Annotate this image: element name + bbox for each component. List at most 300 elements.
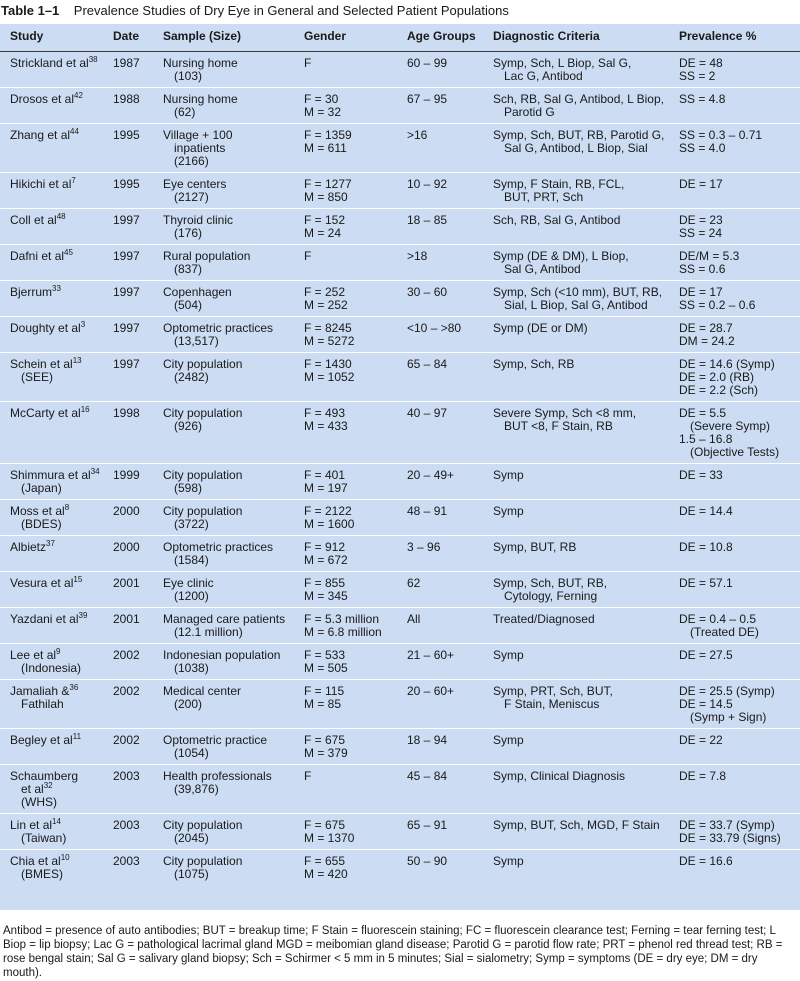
date-cell: 2002 [113, 733, 140, 747]
criteria-line: Symp (DE & DM), L Biop, [493, 249, 629, 263]
gender-line: F = 855 [304, 576, 346, 590]
sample-line: Health professionals [163, 769, 272, 783]
prevalence-line: DE = 5.5 [679, 406, 727, 420]
prevalence-line: SS = 24 [679, 226, 723, 240]
reference-superscript: 32 [43, 781, 53, 790]
prevalence-cell [679, 124, 800, 173]
criteria-line: Sal G, Antibod, L Biop, Sial [504, 141, 648, 155]
criteria-line: Symp, Sch, BUT, RB, Parotid G, [493, 128, 665, 142]
sample-line: (2127) [174, 190, 209, 204]
prevalence-line: (Treated DE) [690, 625, 759, 639]
prevalence-line: SS = 0.6 [679, 262, 726, 276]
prevalence-line: DE = 2.0 (RB) [679, 370, 755, 384]
criteria-cell [493, 52, 679, 88]
gender-line: F = 675 [304, 733, 346, 747]
reference-superscript: 42 [74, 91, 83, 100]
criteria-line: Symp, PRT, Sch, BUT, [493, 684, 613, 698]
prevalence-line: DE = 10.8 [679, 540, 733, 554]
sample-line: (2482) [174, 370, 209, 384]
date-cell: 1987 [113, 56, 140, 70]
sample-line: Managed care patients [163, 612, 286, 626]
prevalence-line: DE = 16.6 [679, 854, 733, 868]
prevalence-table [0, 24, 800, 885]
study-cell [0, 173, 113, 209]
table-row [0, 729, 800, 765]
gender-line: M = 197 [304, 481, 348, 495]
sample-line: (504) [174, 298, 203, 312]
reference-superscript: 13 [72, 356, 82, 365]
sample-line: (1075) [174, 867, 209, 881]
prevalence-line: DE = 57.1 [679, 576, 733, 590]
table-row [0, 88, 800, 124]
gender-line: F [304, 769, 312, 783]
sample-line: (1054) [174, 746, 209, 760]
study-line: (SEE) [21, 370, 54, 384]
header-gender: Gender [304, 24, 407, 52]
header-age-groups: Age Groups [407, 24, 493, 52]
reference-superscript: 44 [70, 127, 79, 136]
prevalence-cell [679, 353, 800, 402]
prevalence-cell [679, 500, 800, 536]
criteria-cell [493, 464, 679, 500]
sample-line: City population [163, 357, 243, 371]
date-cell: 2001 [113, 612, 140, 626]
study-line: Vesura et $al^{15}$ [10, 575, 83, 590]
age-cell: 30 – 60 [407, 285, 448, 299]
sample-cell [163, 88, 304, 124]
table-body [0, 52, 800, 886]
age-cell: 10 – 92 [407, 177, 448, 191]
age-cell: 65 – 84 [407, 357, 448, 371]
date-cell: 2003 [113, 854, 140, 868]
sample-line: City population [163, 406, 243, 420]
prevalence-cell [679, 608, 800, 644]
gender-cell [304, 317, 407, 353]
gender-line: F = 533 [304, 648, 346, 662]
age-cell: >18 [407, 249, 428, 263]
age-cell: 3 – 96 [407, 540, 441, 554]
prevalence-cell [679, 765, 800, 814]
prevalence-cell [679, 402, 800, 464]
reference-superscript: 45 [64, 248, 73, 257]
prevalence-line: SS = 0.2 – 0.6 [679, 298, 756, 312]
study-line: McCarty et $al^{16}$ [10, 405, 90, 420]
criteria-cell [493, 209, 679, 245]
date-cell: 1998 [113, 406, 140, 420]
age-cell: <10 – >80 [407, 321, 462, 335]
reference-superscript: 3 [80, 320, 86, 329]
prevalence-line: DM = 24.2 [679, 334, 735, 348]
gender-line: M = 1370 [304, 831, 355, 845]
sample-cell [163, 572, 304, 608]
prevalence-line: DE = 48 [679, 56, 723, 70]
criteria-cell [493, 536, 679, 572]
sample-line: (1200) [174, 589, 209, 603]
gender-line: M = 672 [304, 553, 348, 567]
criteria-cell [493, 608, 679, 644]
criteria-cell [493, 124, 679, 173]
age-cell: 18 – 85 [407, 213, 448, 227]
table-container [0, 24, 800, 910]
sample-line: Copenhagen [163, 285, 232, 299]
gender-line: F = 655 [304, 854, 346, 868]
criteria-line: Symp [493, 854, 524, 868]
header-diagnostic-criteria: Diagnostic Criteria [493, 24, 679, 52]
gender-cell [304, 500, 407, 536]
criteria-line: BUT, PRT, Sch [504, 190, 584, 204]
prevalence-line: DE = 14.4 [679, 504, 733, 518]
age-cell: >16 [407, 128, 428, 142]
reference-superscript: 7 [71, 176, 76, 185]
study-cell [0, 814, 113, 850]
sample-line: City population [163, 468, 243, 482]
criteria-line: Lac G, Antibod [504, 69, 583, 83]
age-cell: 45 – 84 [407, 769, 448, 783]
age-cell: 67 – 95 [407, 92, 448, 106]
sample-line: inpatients [174, 141, 226, 155]
table-row [0, 680, 800, 729]
prevalence-cell [679, 88, 800, 124]
study-cell [0, 765, 113, 814]
date-cell: 2003 [113, 769, 140, 783]
criteria-cell [493, 644, 679, 680]
gender-cell [304, 124, 407, 173]
prevalence-line: DE = 22 [679, 733, 723, 747]
gender-line: M = 611 [304, 141, 347, 155]
gender-line: M = 32 [304, 105, 342, 119]
table-row [0, 850, 800, 886]
criteria-cell [493, 245, 679, 281]
criteria-line: F Stain, Meniscus [504, 697, 600, 711]
sample-line: Eye centers [163, 177, 227, 191]
sample-cell [163, 850, 304, 886]
study-line: (Indonesia) [21, 661, 82, 675]
reference-superscript: 9 [56, 647, 61, 656]
study-line: Albietz$^{37}$ [10, 539, 55, 554]
sample-line: (62) [174, 105, 196, 119]
gender-line: F = 912 [304, 540, 346, 554]
header-study: Study [0, 24, 113, 52]
gender-line: M = 345 [304, 589, 348, 603]
age-cell: 60 – 99 [407, 56, 448, 70]
sample-cell [163, 209, 304, 245]
gender-line: F = 401 [304, 468, 346, 482]
study-line: et $al^{32}$ [21, 781, 53, 796]
study-cell [0, 850, 113, 886]
criteria-line: Symp, Sch (<10 mm), BUT, RB, [493, 285, 663, 299]
table-row [0, 572, 800, 608]
criteria-cell [493, 281, 679, 317]
sample-cell [163, 464, 304, 500]
criteria-cell [493, 729, 679, 765]
prevalence-line: DE = 27.5 [679, 648, 733, 662]
reference-superscript: 48 [56, 212, 66, 221]
gender-cell [304, 729, 407, 765]
gender-cell [304, 52, 407, 88]
prevalence-line: DE/M = 5.3 [679, 249, 740, 263]
study-line: Moss et $al^8$ [10, 503, 70, 518]
age-cell: 65 – 91 [407, 818, 448, 832]
table-row [0, 464, 800, 500]
gender-line: M = 1600 [304, 517, 355, 531]
gender-line: F = 675 [304, 818, 346, 832]
study-cell [0, 88, 113, 124]
table-row [0, 124, 800, 173]
sample-line: Village + 100 [163, 128, 233, 142]
study-cell [0, 245, 113, 281]
study-cell [0, 644, 113, 680]
date-cell: 2002 [113, 684, 140, 698]
study-line: Strickland et $al^{38}$ [10, 55, 98, 70]
study-line: Schein et $al^{13}$ [10, 356, 82, 371]
prevalence-line: (Objective Tests) [690, 445, 780, 459]
table-footnote: Antibod = presence of auto antibodies; BUT = breakup time; F Stain = fluorescein staining; FC = fluorescein clearance test; Ferning = tear ferning test; L Biop = lip biopsy; Lac G = pathological lacrimal gland MGD = meibomian gland disease; Parotid G = parotid flow rate; PRT = phenol red thread test; RB = rose bengal stain; Sal G = salivary gland biopsy; Sch = Schirmer < 5 mm in 5 minutes; Sial = sialometry; Symp = symptoms (DE = dry eye; DM = dry mouth). [3, 925, 783, 979]
gender-line: F [304, 249, 312, 263]
criteria-line: Symp, Clinical Diagnosis [493, 769, 626, 783]
criteria-line: Symp [493, 468, 524, 482]
sample-line: (1584) [174, 553, 209, 567]
sample-cell [163, 353, 304, 402]
prevalence-line: DE = 25.5 (Symp) [679, 684, 775, 698]
gender-line: F = 8245 [304, 321, 352, 335]
sample-line: (1038) [174, 661, 209, 675]
prevalence-line: DE = 33 [679, 468, 723, 482]
criteria-line: Symp, F Stain, RB, FCL, [493, 177, 625, 191]
study-line: (Japan) [21, 481, 62, 495]
criteria-cell [493, 814, 679, 850]
reference-superscript: 8 [64, 503, 70, 512]
table-number: Table 1–1 [1, 3, 60, 18]
date-cell: 1997 [113, 357, 140, 371]
date-cell: 2002 [113, 648, 140, 662]
study-cell [0, 353, 113, 402]
prevalence-cell [679, 814, 800, 850]
prevalence-cell [679, 209, 800, 245]
sample-line: Optometric practices [163, 321, 274, 335]
date-cell: 1997 [113, 321, 140, 335]
table-row [0, 765, 800, 814]
sample-line: Rural population [163, 249, 251, 263]
table-row [0, 608, 800, 644]
gender-cell [304, 88, 407, 124]
study-cell [0, 52, 113, 88]
date-cell: 2000 [113, 504, 140, 518]
sample-line: Indonesian population [163, 648, 281, 662]
study-cell [0, 317, 113, 353]
date-cell: 1997 [113, 249, 140, 263]
criteria-line: Sch, RB, Sal G, Antibod [493, 213, 621, 227]
reference-superscript: 15 [73, 575, 83, 584]
sample-line: (3722) [174, 517, 209, 531]
study-line: (WHS) [21, 795, 57, 809]
study-cell [0, 464, 113, 500]
study-cell [0, 536, 113, 572]
gender-line: F = 1430 [304, 357, 352, 371]
gender-line: F = 152 [304, 213, 346, 227]
table-row [0, 536, 800, 572]
sample-cell [163, 402, 304, 464]
table-row [0, 317, 800, 353]
reference-superscript: 37 [46, 539, 55, 548]
study-line: Yazdani et $al^{39}$ [10, 611, 88, 626]
sample-line: Thyroid clinic [163, 213, 234, 227]
table-row [0, 402, 800, 464]
prevalence-line: DE = 23 [679, 213, 723, 227]
reference-superscript: 38 [88, 55, 98, 64]
prevalence-line: SS = 0.3 – 0.71 [679, 128, 763, 142]
gender-line: M = 850 [304, 190, 348, 204]
sample-line: Optometric practices [163, 540, 274, 554]
date-cell: 1999 [113, 468, 140, 482]
study-line: (BMES) [21, 867, 63, 881]
sample-cell [163, 729, 304, 765]
sample-line: (12.1 million) [174, 625, 243, 639]
prevalence-cell [679, 317, 800, 353]
prevalence-cell [679, 572, 800, 608]
sample-cell [163, 124, 304, 173]
sample-cell [163, 173, 304, 209]
gender-cell [304, 765, 407, 814]
criteria-cell [493, 402, 679, 464]
prevalence-line: DE = 17 [679, 285, 723, 299]
gender-cell [304, 402, 407, 464]
reference-superscript: 34 [90, 467, 100, 476]
sample-line: (39,876) [174, 782, 219, 796]
study-cell [0, 608, 113, 644]
criteria-line: Treated/Diagnosed [493, 612, 595, 626]
criteria-cell [493, 765, 679, 814]
gender-line: M = 85 [304, 697, 342, 711]
table-row [0, 173, 800, 209]
gender-line: F = 30 [304, 92, 339, 106]
prevalence-line: SS = 2 [679, 69, 716, 83]
table-row [0, 353, 800, 402]
gender-cell [304, 850, 407, 886]
criteria-line: Symp [493, 733, 524, 747]
sample-cell [163, 814, 304, 850]
age-cell: 21 – 60+ [407, 648, 455, 662]
criteria-cell [493, 850, 679, 886]
gender-line: M = 5272 [304, 334, 355, 348]
study-cell [0, 500, 113, 536]
criteria-line: Symp (DE or DM) [493, 321, 588, 335]
age-cell: 50 – 90 [407, 854, 448, 868]
study-line: Zhang et $al^{44}$ [10, 127, 79, 142]
prevalence-cell [679, 680, 800, 729]
sample-cell [163, 52, 304, 88]
reference-superscript: 10 [60, 853, 70, 862]
table-row [0, 209, 800, 245]
prevalence-line: SS = 4.8 [679, 92, 726, 106]
gender-line: F = 5.3 million [304, 612, 380, 626]
gender-cell [304, 464, 407, 500]
criteria-line: Sch, RB, Sal G, Antibod, L Biop, [493, 92, 664, 106]
criteria-line: Symp, Sch, BUT, RB, [493, 576, 608, 590]
date-cell: 1997 [113, 285, 140, 299]
table-row [0, 500, 800, 536]
date-cell: 2001 [113, 576, 140, 590]
prevalence-cell [679, 173, 800, 209]
sample-cell [163, 245, 304, 281]
gender-line: F = 1277 [304, 177, 352, 191]
date-cell: 2003 [113, 818, 140, 832]
sample-line: (200) [174, 697, 203, 711]
sample-line: Medical center [163, 684, 242, 698]
prevalence-line: DE = 33.79 (Signs) [679, 831, 781, 845]
prevalence-cell [679, 52, 800, 88]
prevalence-line: DE = 33.7 (Symp) [679, 818, 775, 832]
sample-cell [163, 608, 304, 644]
header-row [0, 24, 800, 52]
gender-line: F = 2122 [304, 504, 352, 518]
sample-line: (13,517) [174, 334, 219, 348]
gender-cell [304, 644, 407, 680]
sample-cell [163, 281, 304, 317]
table-row [0, 245, 800, 281]
table-row [0, 52, 800, 88]
criteria-line: Parotid G [504, 105, 555, 119]
table-row [0, 644, 800, 680]
reference-superscript: 36 [69, 683, 79, 692]
criteria-line: Cytology, Ferning [504, 589, 598, 603]
criteria-line: Symp, Sch, RB [493, 357, 575, 371]
prevalence-cell [679, 729, 800, 765]
age-cell: 48 – 91 [407, 504, 448, 518]
study-line: Lee et $al^9$ [10, 647, 61, 662]
gender-cell [304, 608, 407, 644]
gender-cell [304, 572, 407, 608]
criteria-cell [493, 353, 679, 402]
sample-line: (2045) [174, 831, 209, 845]
date-cell: 1997 [113, 213, 140, 227]
sample-cell [163, 765, 304, 814]
sample-line: Eye clinic [163, 576, 214, 590]
criteria-line: Symp, BUT, Sch, MGD, F Stain [493, 818, 660, 832]
criteria-line: Sial, L Biop, Sal G, Antibod [504, 298, 648, 312]
prevalence-line: DE = 14.5 [679, 697, 733, 711]
study-line: Shimmura et $al^{34}$ [10, 467, 100, 482]
study-cell [0, 281, 113, 317]
gender-cell [304, 680, 407, 729]
gender-line: M = 252 [304, 298, 348, 312]
gender-line: F = 1359 [304, 128, 352, 142]
date-cell: 1995 [113, 177, 140, 191]
gender-line: M = 24 [304, 226, 342, 240]
sample-line: Optometric practice [163, 733, 268, 747]
gender-cell [304, 353, 407, 402]
prevalence-line: (Severe Symp) [690, 419, 771, 433]
study-line: Coll et $al^{48}$ [10, 212, 66, 227]
header-sample: Sample (Size) [163, 24, 304, 52]
criteria-cell [493, 317, 679, 353]
sample-cell [163, 644, 304, 680]
header-prevalence: Prevalence % [679, 24, 800, 52]
prevalence-line: DE = 17 [679, 177, 723, 191]
gender-cell [304, 245, 407, 281]
date-cell: 2000 [113, 540, 140, 554]
gender-cell [304, 173, 407, 209]
study-line: Chia et $al^{10}$ [10, 853, 70, 868]
study-line: Bjerrum$^{33}$ [10, 284, 61, 299]
study-line: Schaumberg [10, 769, 79, 783]
study-line: Hikichi et $al^7$ [10, 176, 76, 191]
gender-line: F = 252 [304, 285, 346, 299]
age-cell: 62 [407, 576, 421, 590]
sample-line: Nursing home [163, 92, 238, 106]
sample-line: City population [163, 504, 243, 518]
sample-cell [163, 536, 304, 572]
prevalence-cell [679, 245, 800, 281]
